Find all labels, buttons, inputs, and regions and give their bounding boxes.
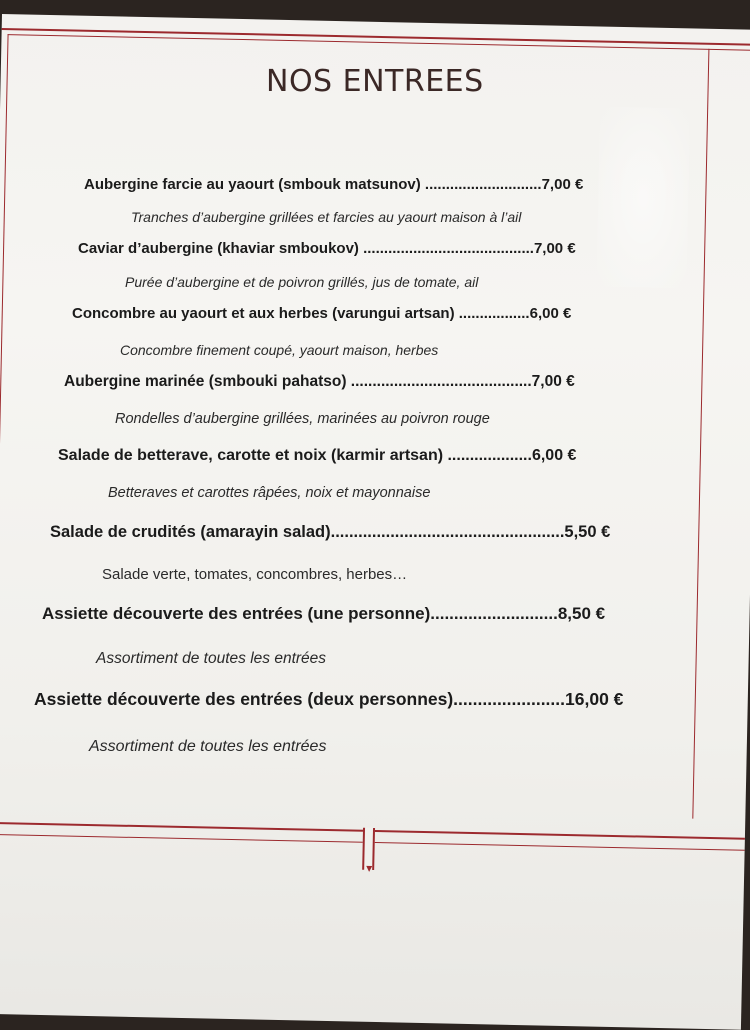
menu-item-4: Aubergine marinée (smbouki pahatso) ..........................................7,00 € (64, 373, 575, 390)
menu-item-1: Aubergine farcie au yaourt (smbouk matsunov) ............................7,00 € (84, 176, 584, 193)
menu-title: NOS ENTREES (266, 64, 484, 99)
menu-item-2-description: Purée d’aubergine et de poivron grillés, jus de tomate, ail (125, 274, 479, 290)
menu-item-2: Caviar d’aubergine (khaviar smboukov) .........................................7,00 € (78, 240, 576, 257)
menu-item-1-description: Tranches d’aubergine grillées et farcies au yaourt maison à l’ail (131, 209, 522, 225)
menu-item-8-description: Assortiment de toutes les entrées (89, 738, 327, 755)
menu-item-8: Assiette découverte des entrées (deux personnes).......................16,00 € (34, 689, 624, 709)
menu-item-6-description: Salade verte, tomates, concombres, herbes… (102, 566, 408, 583)
menu-item-7-description: Assortiment de toutes les entrées (96, 650, 327, 667)
menu-item-5: Salade de betterave, carotte et noix (karmir artsan) ...................6,00 € (58, 447, 577, 464)
menu-item-7: Assiette découverte des entrées (une personne)...........................8,50 € (42, 604, 606, 623)
menu-item-5-description: Betteraves et carottes râpées, noix et mayonnaise (108, 485, 431, 501)
menu-item-4-description: Rondelles d’aubergine grillées, marinées au poivron rouge (115, 411, 490, 427)
menu-item-3: Concombre au yaourt et aux herbes (varungui artsan) .................6,00 € (72, 305, 572, 322)
menu-item-3-description: Concombre finement coupé, yaourt maison, herbes (120, 342, 439, 358)
menu-item-6: Salade de crudités (amarayin salad)...................................................5,50 € (50, 523, 611, 541)
